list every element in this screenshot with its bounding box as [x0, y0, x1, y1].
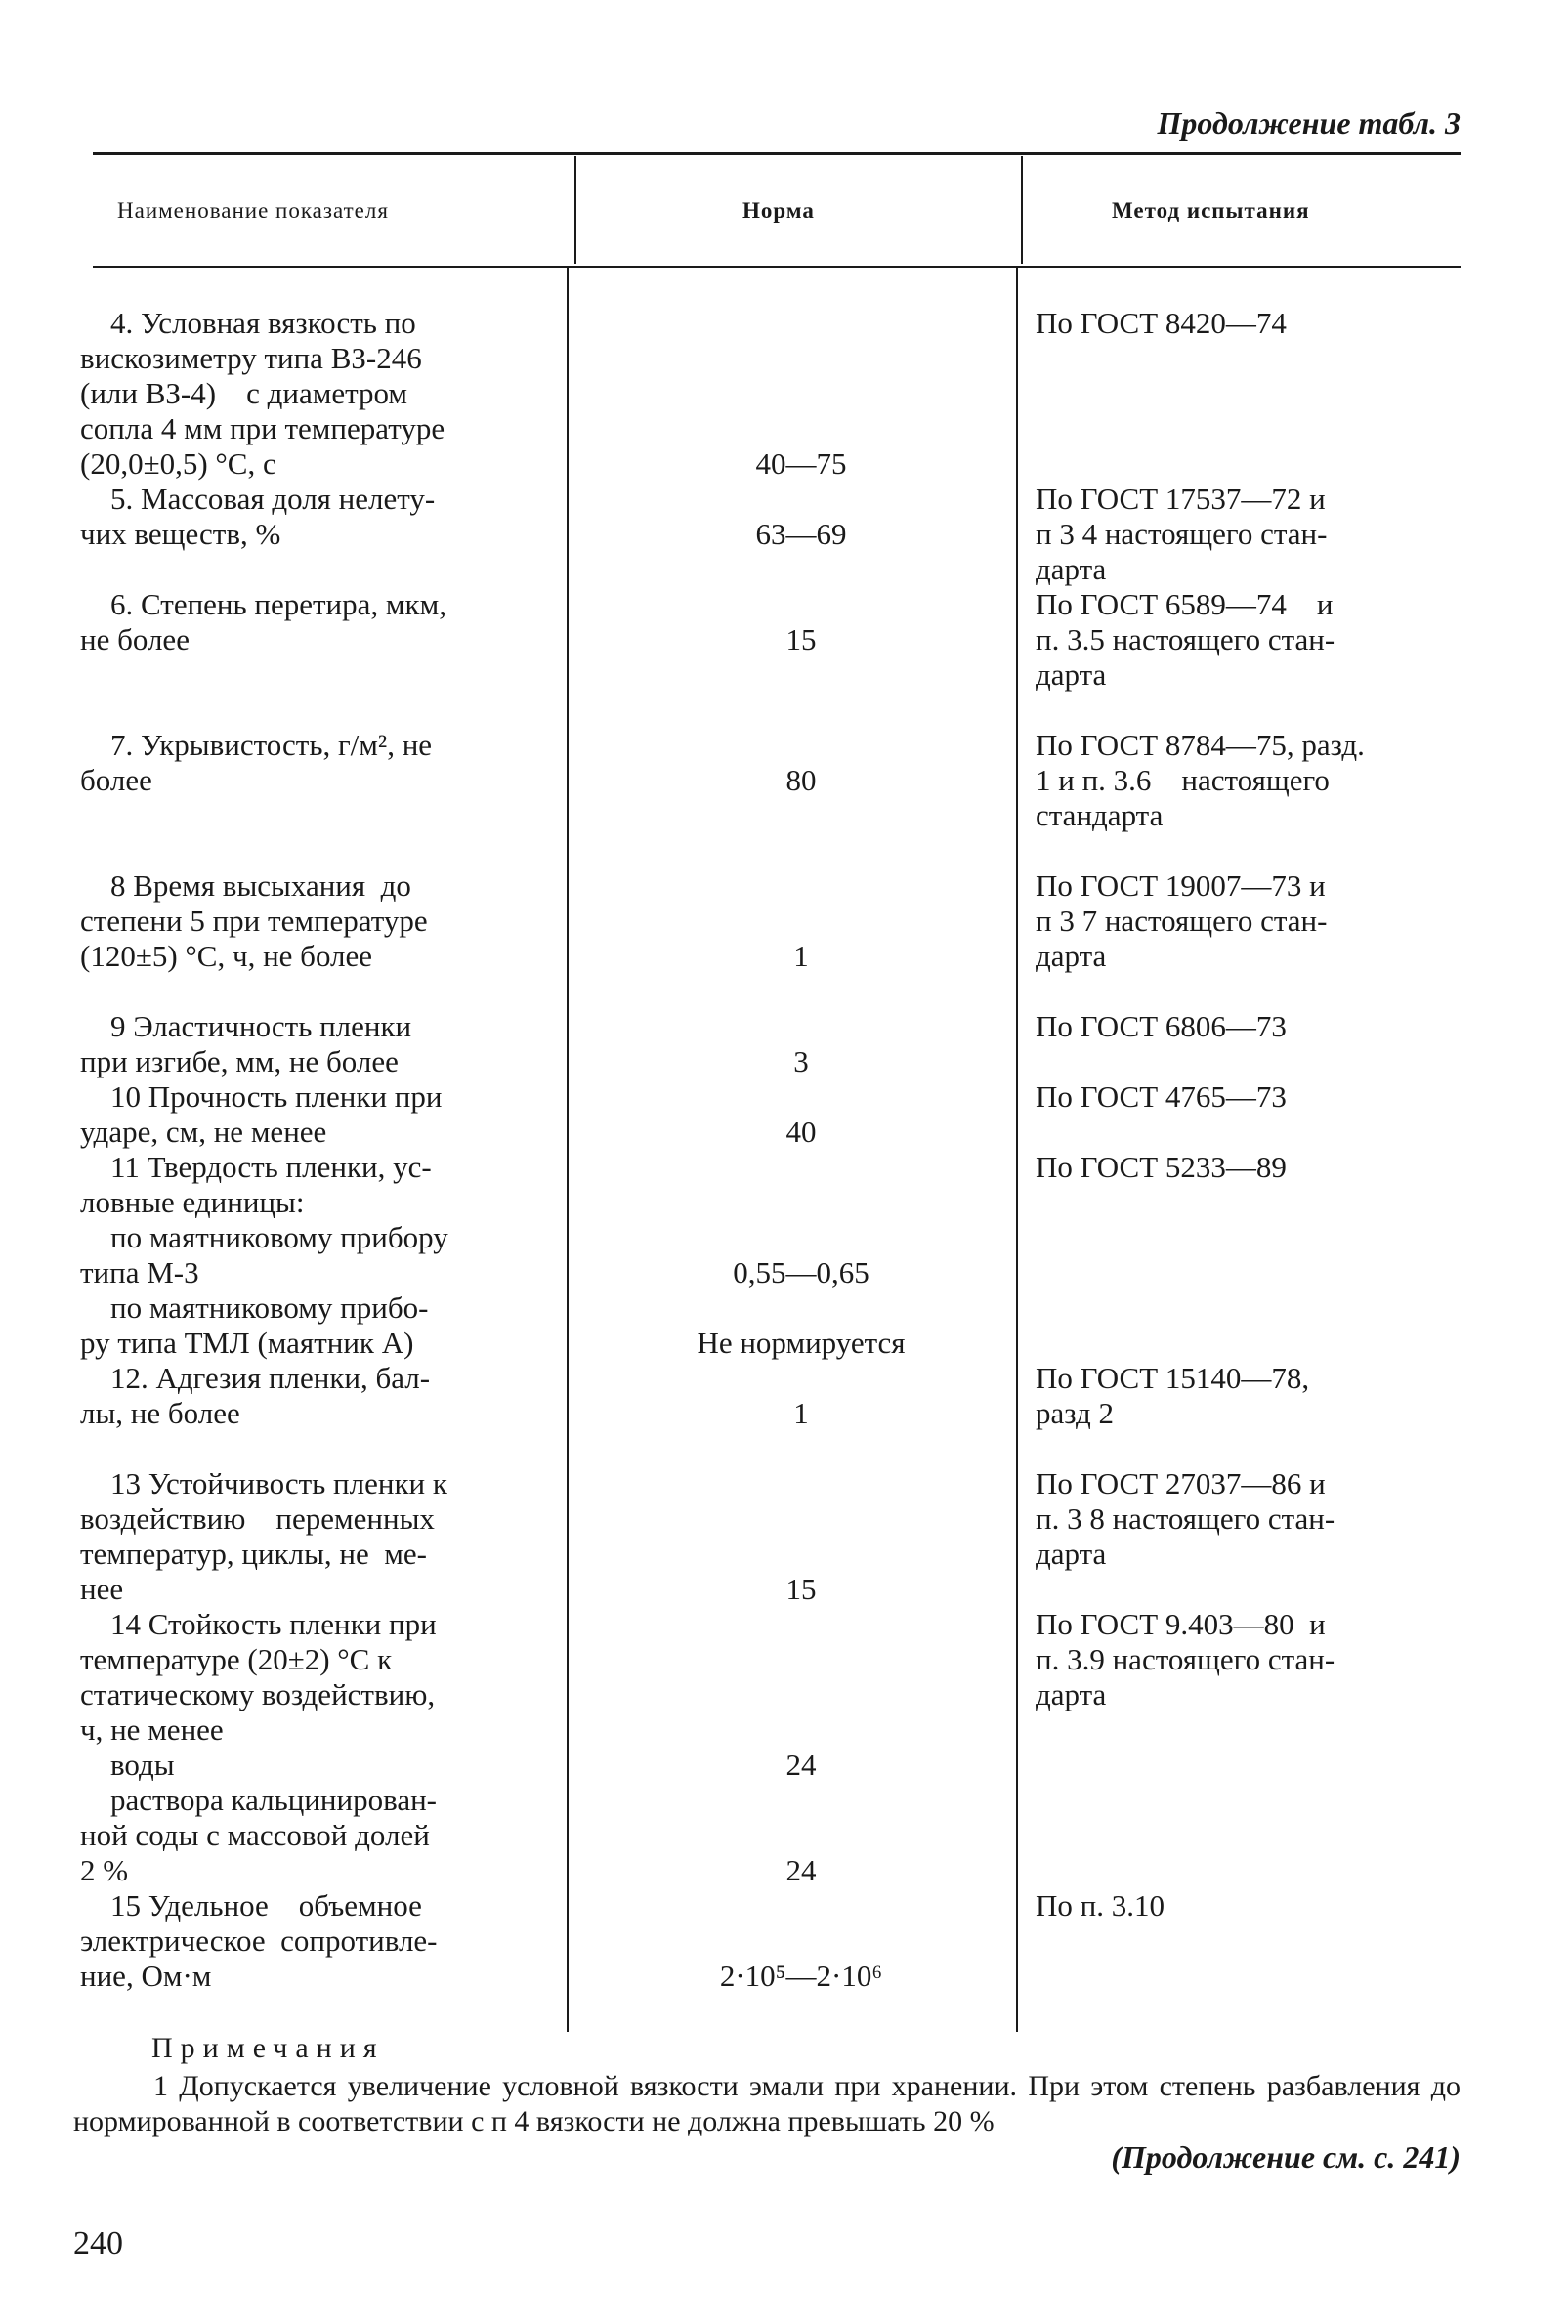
table-cell-indicator: 8 Время высыхания до степени 5 при температуре (120±5) °С, ч, не более	[80, 868, 428, 973]
table-top-rule	[93, 152, 1461, 155]
column-header-indicator: Наименование показателя	[117, 198, 389, 223]
table-cell-norm: 80	[785, 763, 817, 797]
table-cell-method: По ГОСТ 6589—74 и п. 3.5 настоящего стан- дарта	[1036, 587, 1335, 692]
table-cell-method: По ГОСТ 19007—73 и п 3 7 настоящего стан- дарта	[1036, 868, 1328, 973]
table-cell-norm: 0,55—0,65	[733, 1255, 869, 1289]
table-cell-norm: 40	[785, 1115, 817, 1149]
table-cell-method: По ГОСТ 27037—86 и п. 3 8 настоящего стан- дарта	[1036, 1466, 1335, 1571]
table-cell-method: По ГОСТ 6806—73	[1036, 1009, 1287, 1043]
column-divider	[1021, 156, 1023, 264]
table-cell-norm: 24	[785, 1748, 817, 1782]
table-cell-norm: 15	[785, 1572, 817, 1606]
table-cell-norm: 1	[793, 939, 809, 973]
notes-text: 1 Допускается увеличение условной вязкости эмали при хранении. При этом степень разбавления до нормированной в соответствии с п 4 вязкости не должна превышать 20 %	[73, 2070, 1461, 2137]
table-cell-method: По ГОСТ 8784—75, разд. 1 и п. 3.6 настоящего стандарта	[1036, 728, 1365, 832]
table-cell-indicator: 14 Стойкость пленки при температуре (20±2) °С к статическому воздействию, ч, не менее	[80, 1607, 437, 1747]
table-cell-indicator: 12. Адгезия пленки, бал- лы, не более	[80, 1361, 431, 1430]
table-cell-indicator: 7. Укрывистость, г/м², не более	[80, 728, 433, 797]
notes-title: Примечания	[151, 2032, 385, 2064]
table-cell-norm: 24	[785, 1853, 817, 1887]
table-cell-indicator: 5. Массовая доля нелету- чих веществ, %	[80, 482, 436, 551]
table-cell-norm: Не нормируется	[697, 1326, 906, 1360]
column-divider	[567, 268, 569, 2032]
continuation-footer: (Продолжение см. с. 241)	[1111, 2139, 1461, 2175]
table-cell-method: По ГОСТ 4765—73	[1036, 1079, 1287, 1114]
column-header-norm: Норма	[742, 198, 815, 223]
column-divider	[574, 156, 576, 264]
table-cell-method: По п. 3.10	[1036, 1888, 1165, 1923]
table-cell-indicator: по маятниковому прибору типа М-3	[80, 1220, 448, 1289]
table-cell-method: По ГОСТ 8420—74	[1036, 306, 1287, 340]
table-cell-norm: 15	[785, 622, 817, 656]
table-cell-indicator: воды	[80, 1748, 175, 1782]
table-cell-indicator: 9 Эластичность пленки при изгибе, мм, не более	[80, 1009, 412, 1078]
table-cell-indicator: 6. Степень перетира, мкм, не более	[80, 587, 446, 656]
table-cell-indicator: раствора кальцинирован- ной соды с массовой долей 2 %	[80, 1783, 437, 1887]
table-cell-method: По ГОСТ 17537—72 и п 3 4 настоящего стан- дарта	[1036, 482, 1328, 586]
table-cell-norm: 3	[793, 1044, 809, 1078]
table-cell-norm: 2·10⁵—2·10⁶	[719, 1959, 883, 1993]
table-header-rule	[93, 266, 1461, 268]
table-cell-norm: 40—75	[755, 446, 847, 481]
table-cell-norm: 1	[793, 1396, 809, 1430]
table-cell-indicator: 13 Устойчивость пленки к воздействию переменных температур, циклы, не ме- нее	[80, 1466, 447, 1606]
page-number: 240	[73, 2225, 123, 2261]
column-header-method: Метод испытания	[1112, 198, 1310, 223]
table-cell-method: По ГОСТ 5233—89	[1036, 1150, 1287, 1184]
table-continuation-header: Продолжение табл. 3	[1157, 106, 1461, 141]
table-cell-indicator: 4. Условная вязкость по вискозиметру типа ВЗ-246 (или ВЗ-4) с диаметром сопла 4 мм при температуре (20,0±0,5) °С, с	[80, 306, 445, 481]
table-cell-norm: 63—69	[755, 517, 847, 551]
table-cell-indicator: 15 Удельное объемное электрическое сопротивле- ние, Ом·м	[80, 1888, 438, 1993]
table-cell-method: По ГОСТ 15140—78, разд 2	[1036, 1361, 1310, 1430]
table-cell-indicator: 11 Твердость пленки, ус- ловные единицы:	[80, 1150, 432, 1219]
table-cell-indicator: 10 Прочность пленки при ударе, см, не менее	[80, 1079, 443, 1149]
table-cell-method: По ГОСТ 9.403—80 и п. 3.9 настоящего стан- дарта	[1036, 1607, 1335, 1711]
table-cell-indicator: по маятниковому прибо- ру типа ТМЛ (маятник А)	[80, 1290, 429, 1360]
